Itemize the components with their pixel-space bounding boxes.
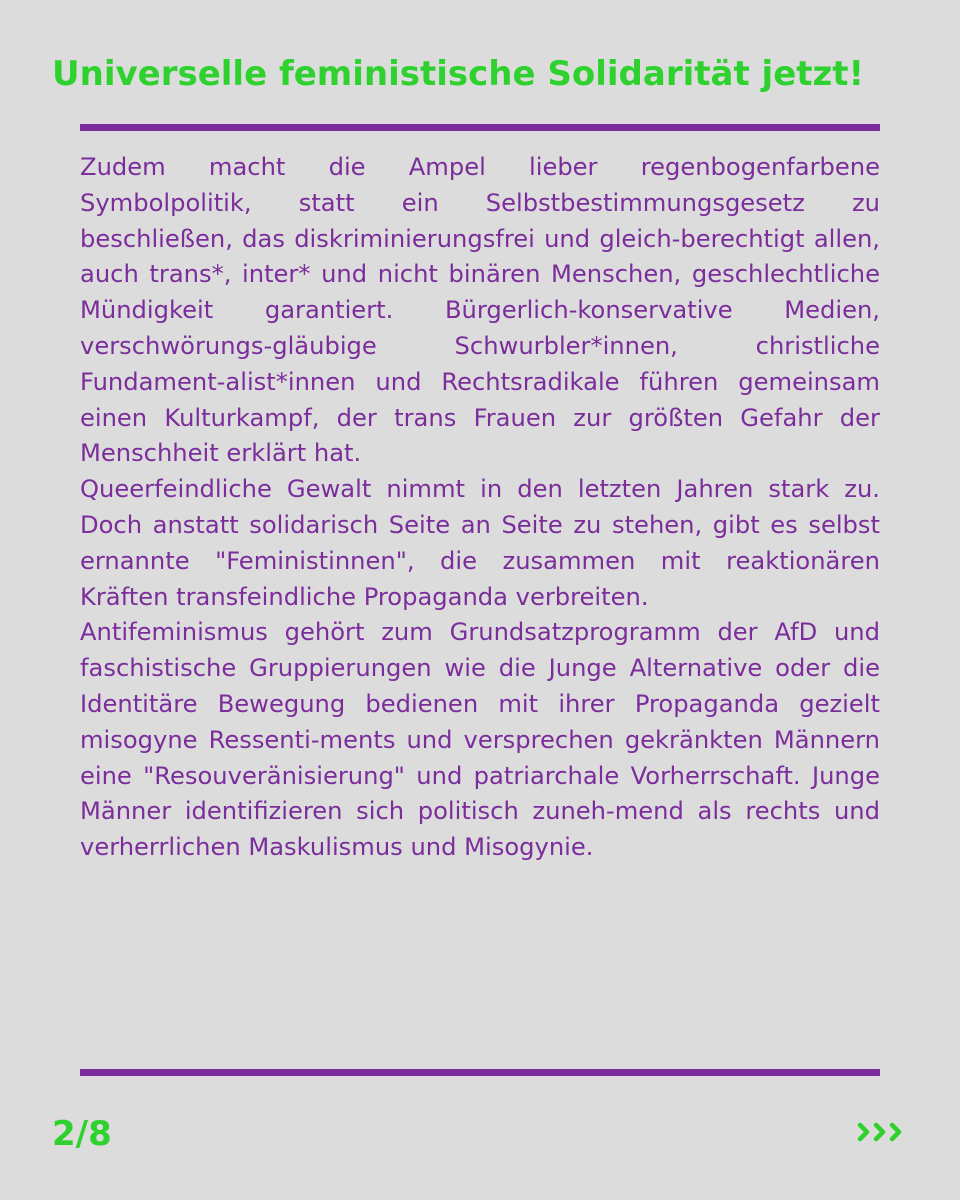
paragraph-1: Zudem macht die Ampel lieber regenbogenfarbene Symbolpolitik, statt ein Selbstbestimmungsgesetz zu beschließen, das diskriminierungsfrei und gleich-berechtigt allen, auch trans*, inter* und nicht binären Menschen, geschlechtliche Mündigkeit garantiert. Bürgerlich-konservative Medien, verschwörungs-gläubige Schwurbler*innen, christliche Fundament-alist*innen und Rechtsradikale führen gemeinsam einen Kulturkampf, der trans Frauen zur größten Gefahr der Menschheit erklärt hat. bbox=[80, 153, 880, 468]
triple-chevron-right-icon bbox=[856, 1116, 908, 1148]
page-indicator: 2/8 bbox=[52, 1114, 112, 1154]
next-arrow-icon[interactable] bbox=[856, 1116, 908, 1148]
bottom-divider bbox=[80, 1069, 880, 1076]
paragraph-2: Queerfeindliche Gewalt nimmt in den letzten Jahren stark zu. Doch anstatt solidarisch Seite an Seite zu stehen, gibt es selbst ernannte "Feministinnen", die zusammen mit reaktionären Kräften transfeindliche Propaganda verbreiten. bbox=[80, 475, 880, 611]
body-text bbox=[80, 150, 880, 866]
page-title: Universelle feministische Solidarität jetzt! bbox=[52, 54, 865, 94]
paragraph-3: Antifeminismus gehört zum Grundsatzprogramm der AfD und faschistische Gruppierungen wie die Junge Alternative oder die Identitäre Bewegung bedienen mit ihrer Propaganda gezielt misogyne Ressenti-ments und versprechen gekränkten Männern eine "Resouveränisierung" und patriarchale Vorherrschaft. Junge Männer identifizieren sich politisch zuneh-mend als rechts und verherrlichen Maskulismus und Misogynie. bbox=[80, 618, 880, 862]
top-divider bbox=[80, 124, 880, 131]
